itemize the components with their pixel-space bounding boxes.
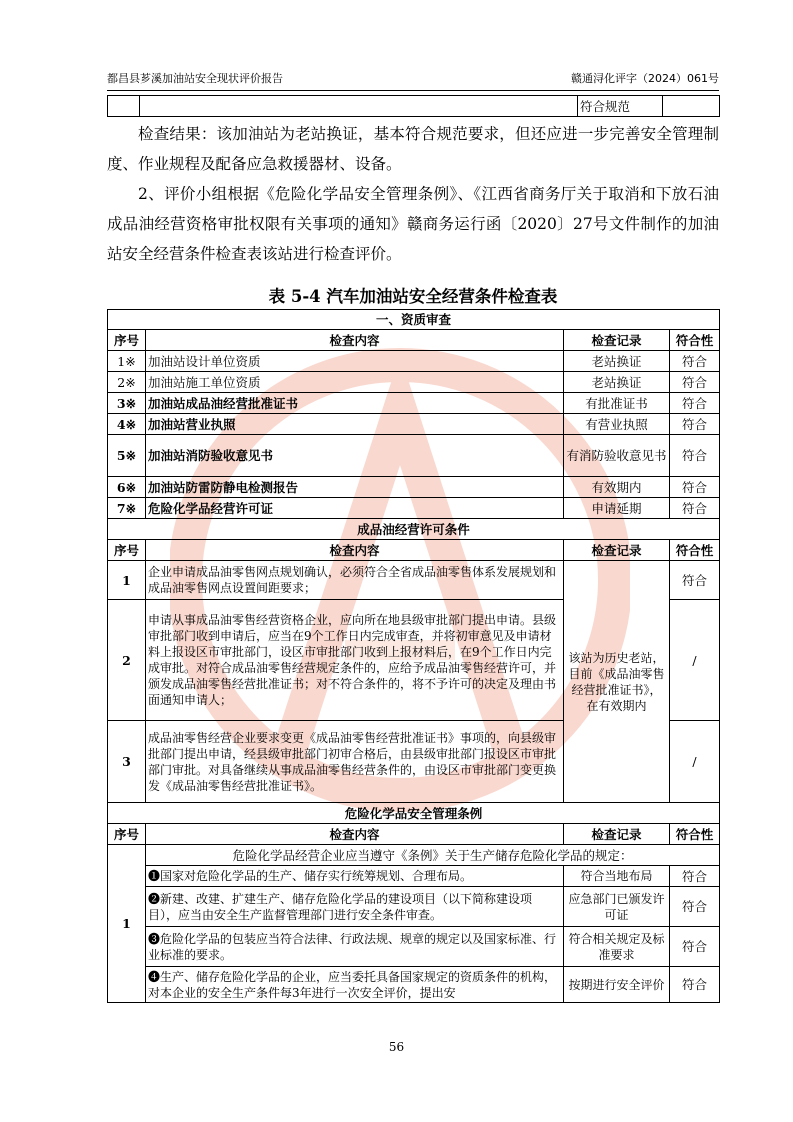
col-header-no: 序号 — [108, 824, 146, 845]
row-conform: 符合 — [670, 393, 720, 414]
row-no: 3 — [108, 721, 146, 803]
row-content: 申请从事成品油零售经营资格企业，应向所在地县级审批部门提出申请。县级审批部门收到申请后，应当在9个工作日内完成审查，并将初审意见及申请材料上报设区市审批部门，设区市审批部门收到上报材料后，在9个工作日内完成审批。对符合成品油零售经营规定条件的，应给予成品油零售经营许可，并颁发成品油零售经营批准证书；对不符合条件的，将不予许可的决定及理由书面通知申请人； — [146, 600, 564, 721]
table-row — [108, 435, 720, 477]
row-conform: 符合 — [670, 927, 720, 967]
table-row — [108, 393, 720, 414]
row-record-merged: 该站为历史老站，目前《成品油零售经营批准证书》，在有效期内 — [564, 561, 670, 803]
row-record: 有批准证书 — [564, 393, 670, 414]
row-record: 应急部门已颁发许可证 — [564, 887, 670, 927]
col-header-conform: 符合性 — [670, 540, 720, 561]
row-content: 成品油零售经营企业要求变更《成品油零售经营批准证书》事项的，向县级审批部门提出申请，经县级审批部门初审合格后，由县级审批部门报设区市审批部门审批。对具备继续从事成品油零售经营条件的，由设区市审批部门变更换发《成品油零售经营批准证书》。 — [146, 721, 564, 803]
row-record: 符合当地布局 — [564, 866, 670, 887]
col-header-record: 检查记录 — [564, 540, 670, 561]
row-no: 1 — [108, 561, 146, 600]
row-conform: 符合 — [670, 477, 720, 498]
col-header-conform: 符合性 — [670, 824, 720, 845]
cont-cell-record: 符合规范 — [578, 96, 663, 117]
row-conform: 符合 — [670, 351, 720, 372]
row-record: 有营业执照 — [564, 414, 670, 435]
section-title-qualification: 一、资质审查 — [108, 310, 720, 330]
col-header-content: 检查内容 — [146, 824, 564, 845]
page-number: 56 — [388, 1040, 405, 1054]
row-conform: 符合 — [670, 414, 720, 435]
row-conform: 符合 — [670, 561, 720, 600]
cont-cell-conform — [663, 96, 720, 117]
evaluation-paragraph: 2、评价小组根据《危险化学品安全管理条例》、《江西省商务厅关于取消和下放石油成品油经营资格审批权限有关事项的通知》赣商务运行函〔2020〕27号文件制作的加油站安全经营条件检查表该站进行检查评价。 — [107, 185, 719, 263]
col-header-no: 序号 — [108, 540, 146, 561]
continued-table — [107, 95, 720, 117]
row-conform: / — [670, 600, 720, 721]
row-content: 加油站防雷防静电检测报告 — [146, 477, 564, 498]
row-no: 1※ — [108, 351, 146, 372]
row-record: 老站换证 — [564, 351, 670, 372]
col-header-content: 检查内容 — [146, 330, 564, 351]
col-header-no: 序号 — [108, 330, 146, 351]
row-no: 7※ — [108, 498, 146, 519]
table-row — [108, 887, 720, 927]
row-content: 加油站设计单位资质 — [146, 351, 564, 372]
section-title-license: 成品油经营许可条件 — [108, 519, 720, 540]
col-header-record: 检查记录 — [564, 330, 670, 351]
table-row — [108, 414, 720, 435]
row-content: 企业申请成品油零售网点规划确认，必须符合全省成品油零售体系发展规划和成品油零售网点设置间距要求； — [146, 561, 564, 600]
row-no: 3※ — [108, 393, 146, 414]
header-report-number: 赣通浔化评字（2024）061号 — [571, 72, 719, 85]
table-caption: 表 5-4 汽车加油站安全经营条件检查表 — [268, 287, 558, 306]
row-record: 有效期内 — [564, 477, 670, 498]
table-row — [108, 351, 720, 372]
cont-cell-content — [140, 96, 578, 117]
row-record: 按期进行安全评价 — [564, 967, 670, 1003]
row-record: 有消防验收意见书 — [564, 435, 670, 477]
row-no: 6※ — [108, 477, 146, 498]
table-row — [108, 967, 720, 1003]
check-result-paragraph: 检查结果：该加油站为老站换证，基本符合规范要求，但还应进一步完善安全管理制度、作业规程及配备应急救援器材、设备。 — [107, 125, 719, 173]
table-row — [108, 372, 720, 393]
row-content: ❷新建、改建、扩建生产、储存危险化学品的建设项目（以下简称建设项目），应当由安全生产监督管理部门进行安全条件审查。 — [146, 887, 564, 927]
row-content: ❶国家对危险化学品的生产、储存实行统筹规划、合理布局。 — [146, 866, 564, 887]
row-content: 加油站营业执照 — [146, 414, 564, 435]
page-header — [107, 70, 719, 88]
row-conform: 符合 — [670, 866, 720, 887]
table-row — [108, 477, 720, 498]
row-no: 4※ — [108, 414, 146, 435]
row-conform: 符合 — [670, 887, 720, 927]
row-content: 加油站施工单位资质 — [146, 372, 564, 393]
row-content: 加油站成品油经营批准证书 — [146, 393, 564, 414]
cont-cell-no — [108, 96, 140, 117]
table-row — [108, 927, 720, 967]
row-no: 5※ — [108, 435, 146, 477]
section-title-hazchem: 危险化学品安全管理条例 — [108, 803, 720, 824]
row-conform: 符合 — [670, 372, 720, 393]
header-report-title: 都昌县芗溪加油站安全现状评价报告 — [107, 72, 283, 85]
row-content: 危险化学品经营许可证 — [146, 498, 564, 519]
row-content: 加油站消防验收意见书 — [146, 435, 564, 477]
row-content: ❸危险化学品的包装应当符合法律、行政法规、规章的规定以及国家标准、行业标准的要求。 — [146, 927, 564, 967]
row-conform: 符合 — [670, 498, 720, 519]
row-conform: 符合 — [670, 435, 720, 477]
row-conform: 符合 — [670, 967, 720, 1003]
col-header-content: 检查内容 — [146, 540, 564, 561]
row-intro: 危险化学品经营企业应当遵守《条例》关于生产储存危险化学品的规定： — [146, 845, 720, 866]
row-record: 符合相关规定及标准要求 — [564, 927, 670, 967]
row-record: 申请延期 — [564, 498, 670, 519]
row-content: ❹生产、储存危险化学品的企业，应当委托具备国家规定的资质条件的机构，对本企业的安全生产条件每3年进行一次安全评价，提出安 — [146, 967, 564, 1003]
row-no: 2※ — [108, 372, 146, 393]
header-rule — [107, 90, 719, 91]
row-conform: / — [670, 721, 720, 803]
row-record: 老站换证 — [564, 372, 670, 393]
col-header-conform: 符合性 — [670, 330, 720, 351]
row-no: 1 — [108, 845, 146, 1003]
row-no: 2 — [108, 600, 146, 721]
table-row — [108, 845, 720, 866]
col-header-record: 检查记录 — [564, 824, 670, 845]
safety-conditions-table — [107, 309, 720, 1003]
table-row — [108, 866, 720, 887]
table-row — [108, 561, 720, 600]
table-row — [108, 498, 720, 519]
